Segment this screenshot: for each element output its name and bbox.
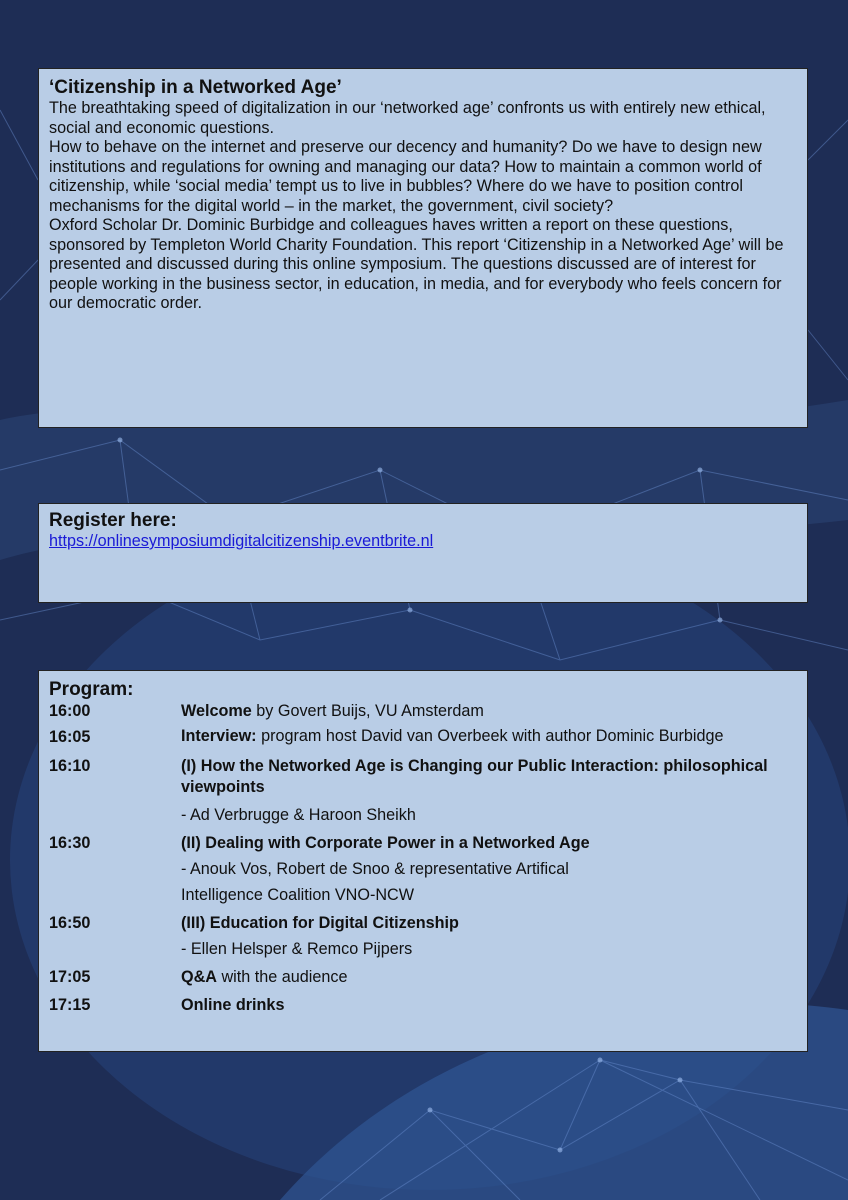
program-schedule [49,701,797,1016]
program-time: 16:05 [49,728,91,746]
program-row [49,939,797,960]
program-time: 16:00 [49,702,91,720]
program-row [49,701,797,722]
register-title: Register here: [49,510,177,531]
program-time: 16:30 [49,834,91,852]
program-row [49,913,797,934]
registration-link[interactable]: https://onlinesymposiumdigitalcitizenship.eventbrite.nl [49,532,434,550]
intro-title: ‘Citizenship in a Networked Age’ [49,77,342,98]
program-item: Interview: program host David van Overbeek with author Dominic Burbidge [181,727,724,745]
register-box [38,503,808,603]
program-row [49,995,797,1016]
program-item: Welcome by Govert Buijs, VU Amsterdam [181,702,484,720]
program-row [49,859,797,880]
program-row [49,967,797,988]
program-row [49,756,797,798]
program-item: Online drinks [181,996,285,1014]
program-item: - Ad Verbrugge & Haroon Sheikh [181,806,416,824]
program-row [49,833,797,854]
program-time: 17:15 [49,996,91,1014]
intro-body: The breathtaking speed of digitalization in our ‘networked age’ confronts us with entirely new ethical, social and economic questions. How to behave on the internet and preserve our decency and humanity? Do we have to design new institutions and regulations for owning and managing our data? How to maintain a common world of citizenship, while ‘social media’ tempt us to live in bubbles? Where do we have to position control mechanisms for the digital world – in the market, the government, civil society? Oxford Scholar Dr. Dominic Burbidge and colleagues haves written a report on these questions, sponsored by Templeton World Charity Foundation. This report ‘Citizenship in a Networked Age’ will be presented and discussed during this online symposium. The questions discussed are of interest for people working in the business sector, in education, in media, and for everybody who feels concern for our democratic order. [49,99,784,312]
program-time [49,939,181,960]
program-row [49,805,797,826]
program-item: (I) How the Networked Age is Changing our Public Interaction: philosophical viewpoints [181,757,768,796]
program-item: Intelligence Coalition VNO-NCW [181,886,415,904]
program-time [49,885,181,906]
program-item: - Ellen Helsper & Remco Pijpers [181,940,413,958]
program-item: - Anouk Vos, Robert de Snoo & representative Artifical [181,860,569,878]
program-item: (II) Dealing with Corporate Power in a Networked Age [181,834,590,852]
program-time [49,859,181,880]
program-item: Q&A with the audience [181,968,348,986]
program-row [49,885,797,906]
intro-box [38,68,808,428]
program-item: (III) Education for Digital Citizenship [181,914,459,932]
program-time: 16:50 [49,914,91,932]
program-title: Program: [49,679,134,700]
program-row [49,727,797,748]
program-box [38,670,808,1052]
program-time [49,805,181,826]
program-time: 17:05 [49,968,91,986]
program-time: 16:10 [49,757,91,775]
